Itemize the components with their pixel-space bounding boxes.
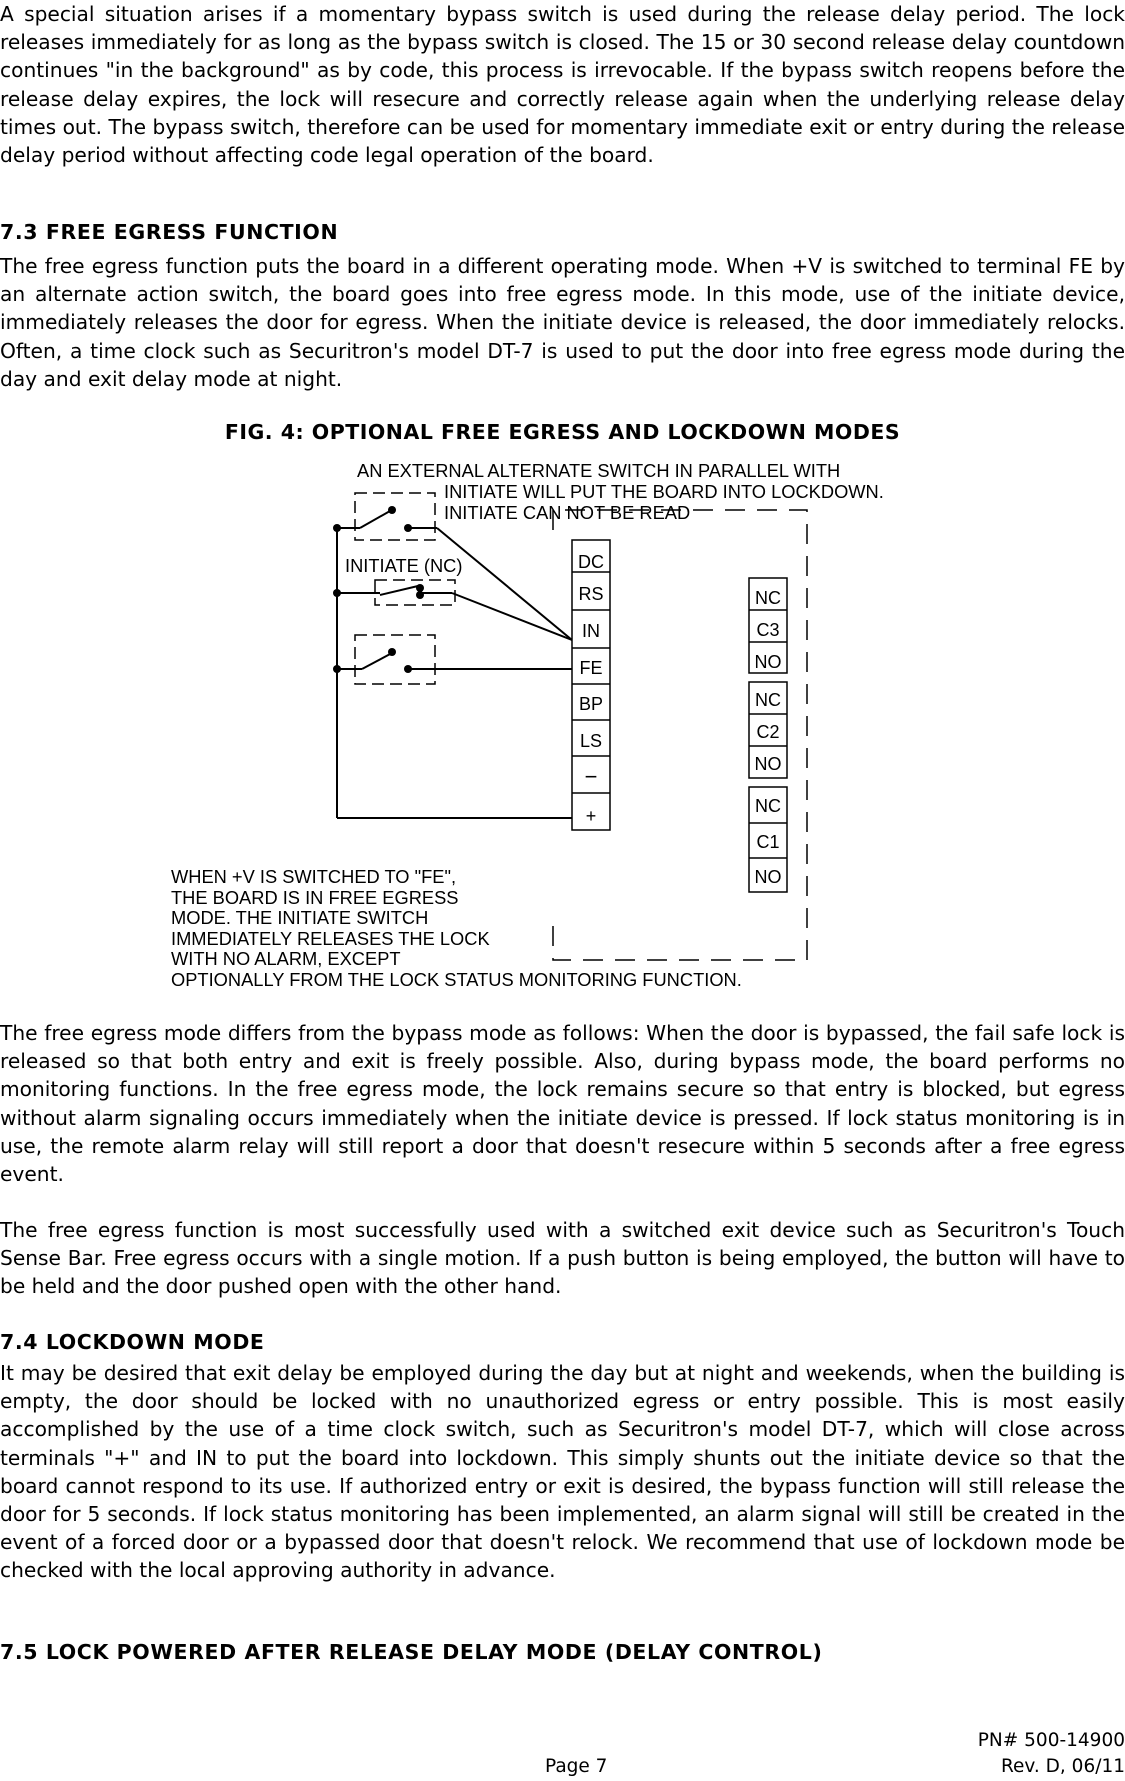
relay3-no-label: NO [754,652,782,672]
relay1-c-label: C1 [756,832,780,852]
initiate-switch-label: INITIATE (NC) [345,555,463,576]
relay1-no-label: NO [754,867,782,887]
free-egress-note-line-4: IMMEDIATELY RELEASES THE LOCK [171,928,490,949]
relay2-no-label: NO [754,754,782,774]
heading-7-5: 7.5 LOCK POWERED AFTER RELEASE DELAY MODE (DELAY CONTROL) [0,1640,823,1664]
paragraph-lockdown: It may be desired that exit delay be employed during the day but at night and weekends, when the building is empty, the door should be locked with no unauthorized egress or entry possible. This is most easily accomplished by the use of a time clock switch, such as Securitron's model DT-7, which will close across terminals "+" and IN to put the board into lockdown. This simply shunts out the initiate device so that the board cannot respond to its use. If authorized entry or exit is desired, the bypass function will still release the door for 5 seconds. If lock status monitoring has been implemented, an alarm signal will still be created in the event of a forced door or a bypassed door that doesn't relock. We recommend that use of lockdown mode be checked with the local approving authority in advance. [0,1361,1125,1583]
lockdown-note-line-1: AN EXTERNAL ALTERNATE SWITCH IN PARALLEL WITH [357,460,841,481]
free-egress-note-line-2: THE BOARD IS IN FREE EGRESS [171,887,459,908]
paragraph-free-egress-1: The free egress function puts the board in a different operating mode. When +V is switched to terminal FE by an alternate action switch, the board goes into free egress mode. In this mode, use of the initiate device, immediately releases the door for egress. When the initiate device is released, the door immediately relocks. Often, a time clock such as Securitron's model DT-7 is used to put the door into free egress mode during the day and exit delay mode at night. [0,254,1125,391]
free-egress-note-line-1: WHEN +V IS SWITCHED TO "FE", [171,866,457,887]
terminal-plus-label: + [585,806,597,826]
revision: Rev. D, 06/11 [1001,1756,1125,1777]
terminal-ls-label: LS [579,731,603,751]
part-number: PN# 500-14900 [977,1730,1125,1751]
wiring-diagram [0,450,1125,995]
paragraph-free-egress-3: The free egress function is most successfully used with a switched exit device such as Securitron's Touch Sense Bar. Free egress occurs with a single motion. If a push button is being employed, the button will have to be held and the door pushed open with the other hand. [0,1218,1125,1299]
terminal-minus-label: − [584,764,598,789]
terminal-fe-label: FE [579,658,603,678]
terminal-bp-label: BP [578,694,604,714]
lockdown-switch-box [355,493,435,540]
relay2-nc-label: NC [755,690,781,710]
relay3-c-label: C3 [756,620,780,640]
relay2-c-label: C2 [756,722,780,742]
terminal-rs-label: RS [578,584,604,604]
paragraph-bypass-intro: A special situation arises if a momentary bypass switch is used during the release delay period. The lock releases immediately for as long as the bypass switch is closed. The 15 or 30 second release delay countdown continues "in the background" as by code, this process is irrevocable. If the bypass switch reopens before the release delay expires, the lock will resecure and correctly release again when the underlying release delay times out. The bypass switch, therefore can be used for momentary immediate exit or entry during the release delay period without affecting code legal operation of the board. [0,2,1125,168]
page-number: Page 7 [545,1756,608,1777]
terminal-dc-label: DC [578,552,604,572]
paragraph-free-egress-2: The free egress mode differs from the bypass mode as follows: When the door is bypassed, the fail safe lock is released so that both entry and exit is freely possible. Also, during bypass mode, the board performs no monitoring functions. In the free egress mode, the lock remains secure so that entry is blocked, but egress without alarm signaling occurs immediately when the initiate device is pressed. If lock status monitoring is in use, the remote alarm relay will still report a door that doesn't resecure within 5 seconds after a free egress event. [0,1021,1125,1187]
figure-title: FIG. 4: OPTIONAL FREE EGRESS AND LOCKDOWN MODES [224,420,901,444]
relay3-nc-label: NC [755,588,781,608]
free-egress-switch-box [355,635,435,684]
relay1-nc-label: NC [755,796,781,816]
junction-dots [333,506,424,673]
lockdown-note-line-2: INITIATE WILL PUT THE BOARD INTO LOCKDOWN. [444,481,884,502]
terminal-in-label: IN [582,621,600,641]
free-egress-note-line-3: MODE. THE INITIATE SWITCH [171,907,429,928]
heading-7-3: 7.3 FREE EGRESS FUNCTION [0,220,339,244]
free-egress-note-line-5: WITH NO ALARM, EXCEPT [171,948,401,969]
free-egress-note-line-6: OPTIONALLY FROM THE LOCK STATUS MONITORING FUNCTION. [171,969,742,990]
heading-7-4: 7.4 LOCKDOWN MODE [0,1330,265,1354]
lockdown-note-line-3: INITIATE CAN NOT BE READ [444,502,691,523]
